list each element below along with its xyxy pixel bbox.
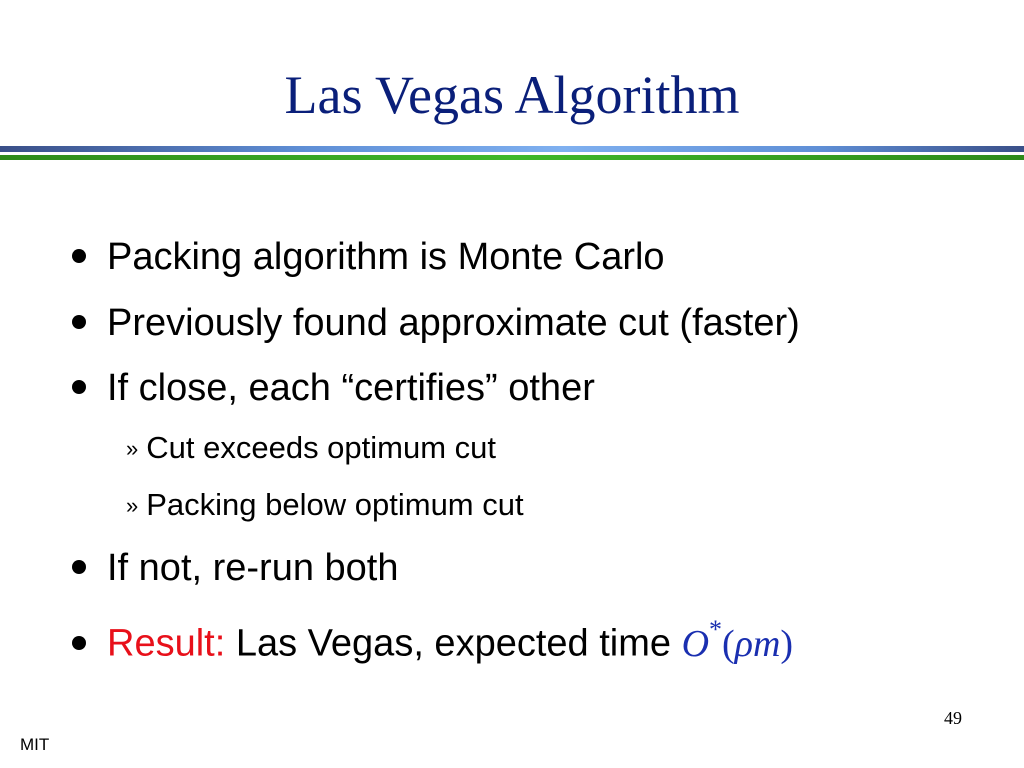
bullet-text: Las Vegas, expected time [235,622,672,665]
sub-bullet-marker-icon: » [126,436,139,461]
sub-bullet-text: Packing below optimum cut [146,487,524,522]
formula-rho: ρ [734,622,753,665]
bullet-dot-icon [72,380,86,394]
bullet-dot-icon [72,315,86,329]
result-label: Result: [107,622,226,665]
bullet-item [72,301,800,345]
bullet-dot-icon [72,560,86,574]
bullet-text: Packing algorithm is Monte Carlo [107,236,665,278]
bullet-item [72,546,399,590]
formula-star: * [709,615,723,644]
formula-big-o: O [681,622,710,665]
bullet-text: If not, re-run both [107,547,399,589]
formula-close-paren: ) [780,622,794,665]
page-number: 49 [944,708,962,728]
bullet-dot-icon [72,636,86,650]
sub-bullet-text: Cut exceeds optimum cut [146,430,497,465]
sub-bullet-marker-icon: » [126,493,139,518]
sub-bullet-item [126,430,496,469]
slide-title: Las Vegas Algorithm [284,65,740,125]
bullet-item [72,366,595,410]
bullet-item [72,235,665,279]
sub-bullet-item [126,487,524,526]
complexity-formula [681,615,794,665]
formula-open-paren: ( [722,622,735,665]
footer-label: MIT [20,735,50,754]
bullet-dot-icon [72,249,86,263]
bullet-text: If close, each “certifies” other [107,367,595,409]
bullet-text: Previously found approximate cut (faster) [107,302,800,344]
bullet-item [72,612,793,666]
formula-m: m [752,622,781,665]
